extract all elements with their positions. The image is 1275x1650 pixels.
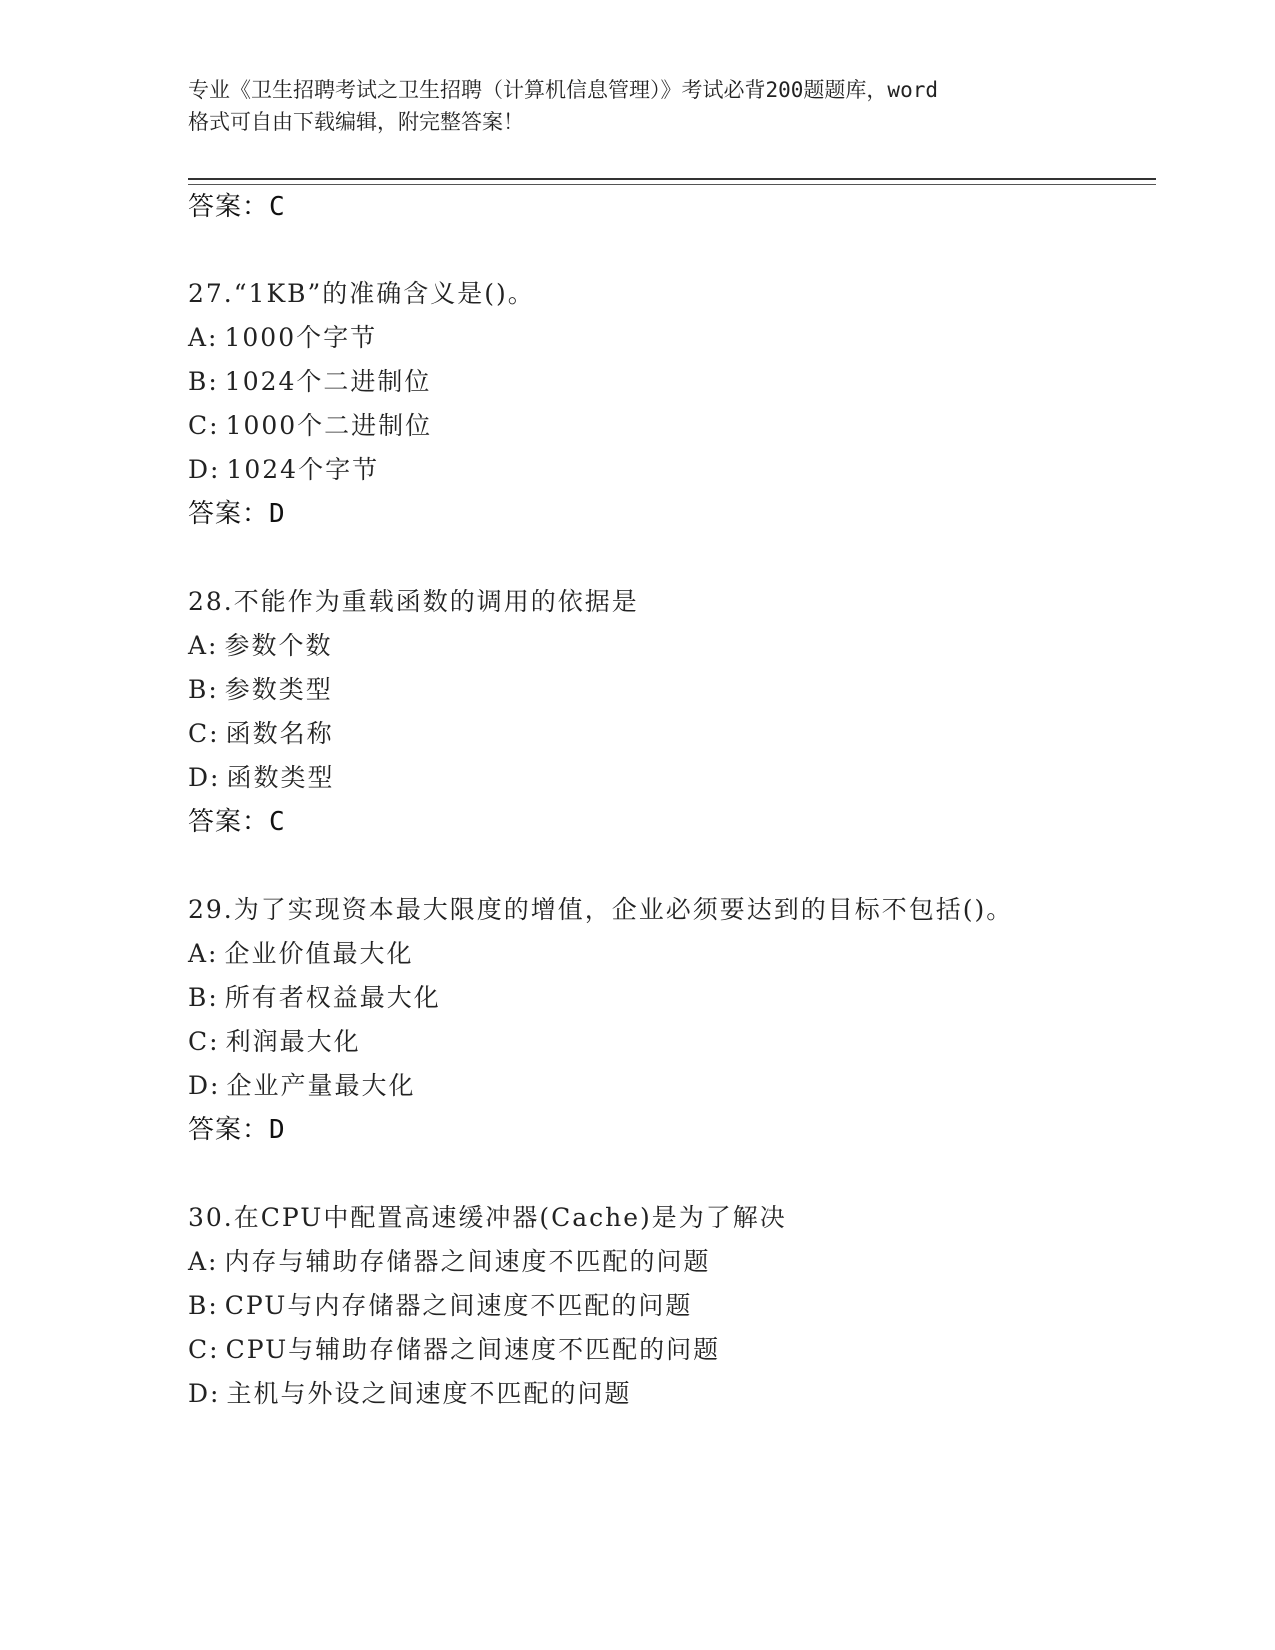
option-text: 1000个字节 <box>224 323 378 352</box>
option-letter: C: <box>188 1027 220 1056</box>
option-letter: A: <box>188 939 219 968</box>
option-line <box>188 762 334 794</box>
option-line <box>188 674 333 706</box>
answer-label: 答案： <box>188 192 270 222</box>
option-text: CPU与内存储器之间速度不匹配的问题 <box>224 1291 693 1320</box>
header-rule-thin <box>188 184 1156 185</box>
option-letter: D: <box>188 455 221 484</box>
option-text: 函数名称 <box>225 719 334 748</box>
option-line <box>188 630 333 662</box>
option-text: 函数类型 <box>226 763 335 792</box>
option-letter: B: <box>188 675 219 704</box>
option-letter: B: <box>188 1291 219 1320</box>
option-letter: D: <box>188 1071 221 1100</box>
option-text: 企业价值最大化 <box>224 939 414 968</box>
option-text: 主机与外设之间速度不匹配的问题 <box>226 1379 632 1408</box>
option-letter: D: <box>188 1379 221 1408</box>
option-line <box>188 410 432 442</box>
option-text: 内存与辅助存储器之间速度不匹配的问题 <box>224 1247 711 1276</box>
option-letter: D: <box>188 763 221 792</box>
option-text: 利润最大化 <box>225 1027 361 1056</box>
option-text: 所有者权益最大化 <box>224 983 441 1012</box>
option-text: 企业产量最大化 <box>226 1071 416 1100</box>
option-line <box>188 366 431 398</box>
option-line <box>188 1246 711 1278</box>
option-line <box>188 1070 415 1102</box>
option-line <box>188 1290 692 1322</box>
option-text: 1024个二进制位 <box>224 367 432 396</box>
option-line <box>188 982 441 1014</box>
header-line-2: 格式可自由下载编辑，附完整答案！ <box>188 110 524 134</box>
option-letter: C: <box>188 719 220 748</box>
header-rule-thick <box>188 178 1156 180</box>
option-letter: B: <box>188 983 219 1012</box>
answer-line <box>188 498 286 530</box>
answer-value: D <box>269 1115 286 1145</box>
answer-label: 答案： <box>188 1115 270 1145</box>
answer-line <box>188 806 286 838</box>
answer-value: D <box>269 499 286 529</box>
question-stem: 29.为了实现资本最大限度的增值，企业必须要达到的目标不包括()。 <box>188 895 1014 924</box>
answer-line <box>188 191 286 223</box>
option-text: 参数类型 <box>224 675 333 704</box>
option-text: 1024个字节 <box>226 455 380 484</box>
option-letter: C: <box>188 1335 220 1364</box>
option-line <box>188 454 379 486</box>
option-letter: A: <box>188 323 219 352</box>
option-line <box>188 1026 361 1058</box>
option-line <box>188 1334 720 1366</box>
answer-label: 答案： <box>188 807 270 837</box>
option-line <box>188 322 377 354</box>
option-line <box>188 718 334 750</box>
option-letter: A: <box>188 1247 219 1276</box>
question-stem: 30.在CPU中配置高速缓冲器(Cache)是为了解决 <box>188 1203 787 1232</box>
answer-value: C <box>269 192 286 222</box>
answer-line <box>188 1114 286 1146</box>
option-letter: C: <box>188 411 220 440</box>
header-line-1: 专业《卫生招聘考试之卫生招聘（计算机信息管理）》考试必背200题题库，word <box>188 78 938 102</box>
question-stem: 28.不能作为重载函数的调用的依据是 <box>188 587 639 616</box>
option-text: CPU与辅助存储器之间速度不匹配的问题 <box>225 1335 721 1364</box>
option-line <box>188 938 414 970</box>
option-text: 1000个二进制位 <box>225 411 433 440</box>
answer-value: C <box>269 807 286 837</box>
answer-label: 答案： <box>188 499 270 529</box>
option-text: 参数个数 <box>224 631 333 660</box>
option-letter: A: <box>188 631 219 660</box>
option-letter: B: <box>188 367 219 396</box>
document-header <box>188 74 1088 138</box>
question-stem: 27.“1KB”的准确含义是()。 <box>188 279 535 308</box>
option-line <box>188 1378 631 1410</box>
